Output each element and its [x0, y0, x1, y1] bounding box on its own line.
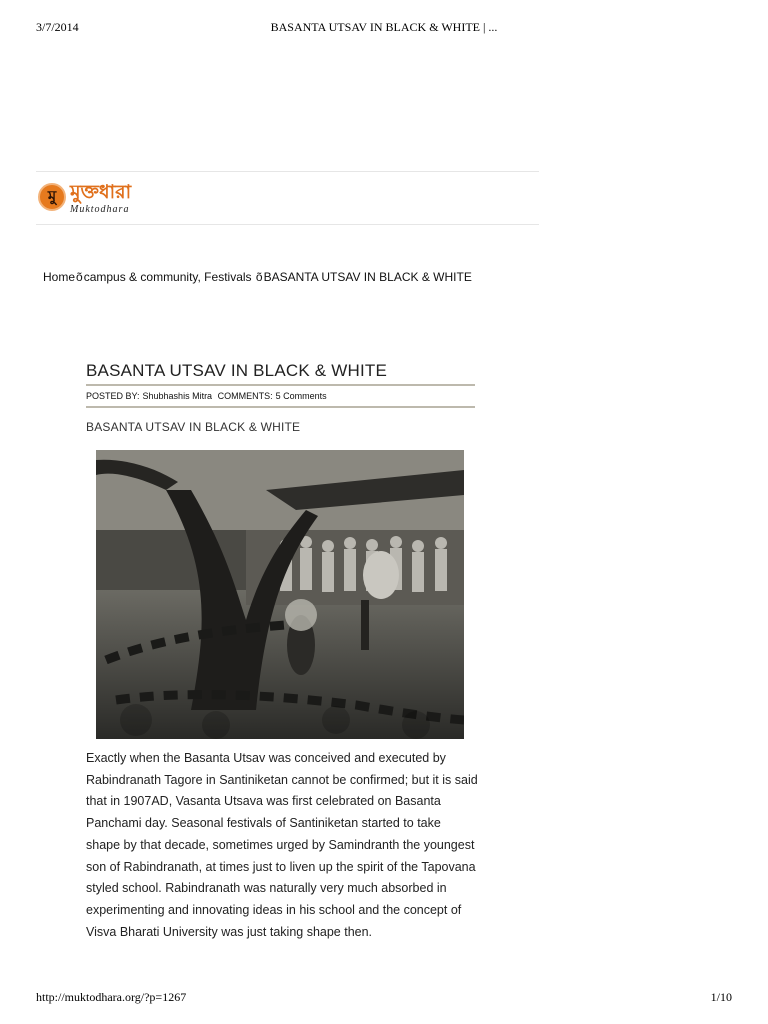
site-logo-link[interactable] — [36, 172, 186, 224]
logo-bengali-wordmark: মুক্তধারা — [70, 181, 132, 203]
post-meta — [86, 384, 475, 408]
comments-count-link[interactable]: 5 Comments — [275, 391, 327, 401]
breadcrumb-separator: õ — [255, 270, 263, 284]
breadcrumb-current: BASANTA UTSAV IN BLACK & WHITE — [263, 270, 472, 284]
post-photo — [96, 450, 464, 739]
site-header — [36, 171, 539, 225]
comments-label: COMMENTS: — [217, 391, 273, 401]
print-footer — [36, 990, 732, 1006]
post-subheading: BASANTA UTSAV IN BLACK & WHITE — [86, 420, 301, 434]
post-author-link[interactable]: Shubhashis Mitra — [142, 391, 213, 401]
print-header — [36, 20, 732, 36]
print-date: 3/7/2014 — [36, 20, 79, 34]
print-url: http://muktodhara.org/?p=1267 — [36, 990, 187, 1004]
breadcrumb-separator: õ — [76, 270, 83, 284]
breadcrumb — [43, 270, 472, 284]
article — [86, 358, 475, 436]
logo-badge-icon: মু — [38, 183, 66, 211]
posted-by-label: POSTED BY: — [86, 391, 140, 401]
breadcrumb-home-link[interactable]: Home — [43, 270, 76, 284]
post-title: BASANTA UTSAV IN BLACK & WHITE — [86, 361, 388, 380]
post-body: Exactly when the Basanta Utsav was conceived and executed by Rabindranath Tagore in Santiniketan cannot be confirmed; but it is said that in 1907AD, Vasanta Utsava was first celebrated on Basanta Panchami day. Seasonal festivals of Santiniketan started to take shape by that decade, sometimes urged by Samindranth the youngest son of Rabindranath, at times just to liven up the spirit of the Tapovana styled school. Rabindranath was naturally very much absorbed in experimenting and innovating ideas in his school and the concept of Visva Bharati University was just taking shape then. — [86, 751, 478, 939]
logo-english-wordmark: Muktodhara — [70, 204, 130, 215]
print-page-title: BASANTA UTSAV IN BLACK & WHITE | ... — [270, 20, 498, 34]
breadcrumb-category-link[interactable]: campus & community, Festivals — [83, 270, 252, 284]
print-page-number: 1/10 — [710, 990, 732, 1004]
photo-illustration — [96, 450, 464, 739]
